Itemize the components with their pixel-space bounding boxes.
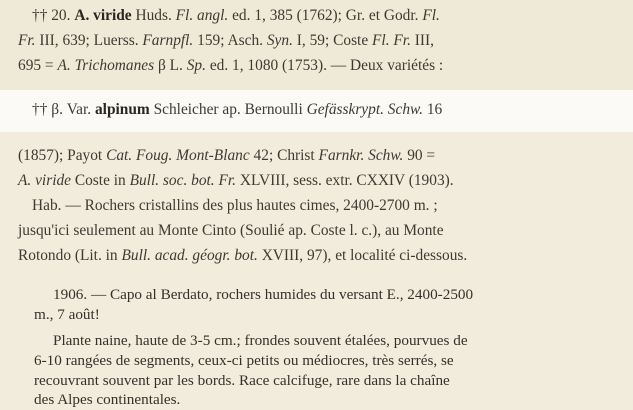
entry-line-9 [18,246,467,266]
species-name: A. viride [74,7,132,24]
text: β L. [154,57,187,74]
entry-line-4 [32,100,442,120]
citation-title: Gefässkrypt. Schw. [306,101,423,118]
entry-line-6 [18,171,454,191]
text: Coste in [71,172,130,189]
entry-line-7: Hab. — Rochers cristallins des plus hautes cimes, 2400-2700 m. ; [32,197,438,214]
record-line-2: m., 7 août! [34,306,100,323]
citation-title: Fl. [422,7,440,24]
description-line-1: Plante naine, haute de 3-5 cm.; frondes souvent étalées, pourvues de [53,332,468,349]
citation-title: Fl. Fr. [372,32,411,49]
citation-title: Bull. soc. bot. Fr. [129,172,237,189]
entry-line-2 [18,31,434,51]
text: (1857); Payot [18,147,107,164]
text: Rotondo (Lit. in [18,247,122,264]
text: XVIII, 97), et localité ci-dessous. [257,247,468,264]
entry-line-1 [32,6,440,26]
citation-title: Syn. [266,32,293,49]
citation-title: A. Trichomanes [57,57,155,74]
variety-marker: †† β. Var. [32,101,95,118]
entry-line-3 [18,56,443,76]
entry-line-8: jusqu'ici seulement au Monte Cinto (Soulié ap. Coste l. c.), au Monte [18,222,444,239]
citation-title: Cat. Foug. Mont-Blanc [106,147,250,164]
text: 159; Asch. [193,32,267,49]
text: 42; Christ [249,147,319,164]
variety-name: alpinum [94,101,150,118]
entry-line-5 [18,146,435,166]
text: XLVIII, sess. extr. CXXIV (1903). [236,172,454,189]
record-line-1: 1906. — Capo al Berdato, rochers humides du versant E., 2400-2500 [53,286,474,303]
text: ed. 1, 1080 (1753). — Deux variétés : [205,57,444,74]
text: III, [410,32,434,49]
description-line-3: recouvrant souvent par les bords. Race calcifuge, rare dans la chaîne [34,372,450,389]
text: III, 639; Luerss. [35,32,143,49]
entry-number: †† 20. [32,7,75,24]
text: 90 = [403,147,436,164]
citation-title: Farnkr. Schw. [318,147,404,164]
citation-title: Fl. angl. [175,7,229,24]
description-line-2: 6-10 rangées de segments, ceux-ci petits ou médiocres, très serrés, se [34,352,454,369]
text: I, 59; Coste [292,32,373,49]
description-line-4: des Alpes continentales. [34,391,181,408]
citation-title: Sp. [186,57,206,74]
citation-title: Fr. [18,32,36,49]
text: ed. 1, 385 (1762); Gr. et Godr. [228,7,423,24]
citation-title: A. viride [18,172,71,189]
text: 695 = [18,57,58,74]
text: Huds. [131,7,176,24]
citation-title: Bull. acad. géogr. bot. [121,247,258,264]
citation-title: Farnpfl. [142,32,194,49]
text: 16 [423,101,443,118]
text: Schleicher ap. Bernoulli [149,101,307,118]
